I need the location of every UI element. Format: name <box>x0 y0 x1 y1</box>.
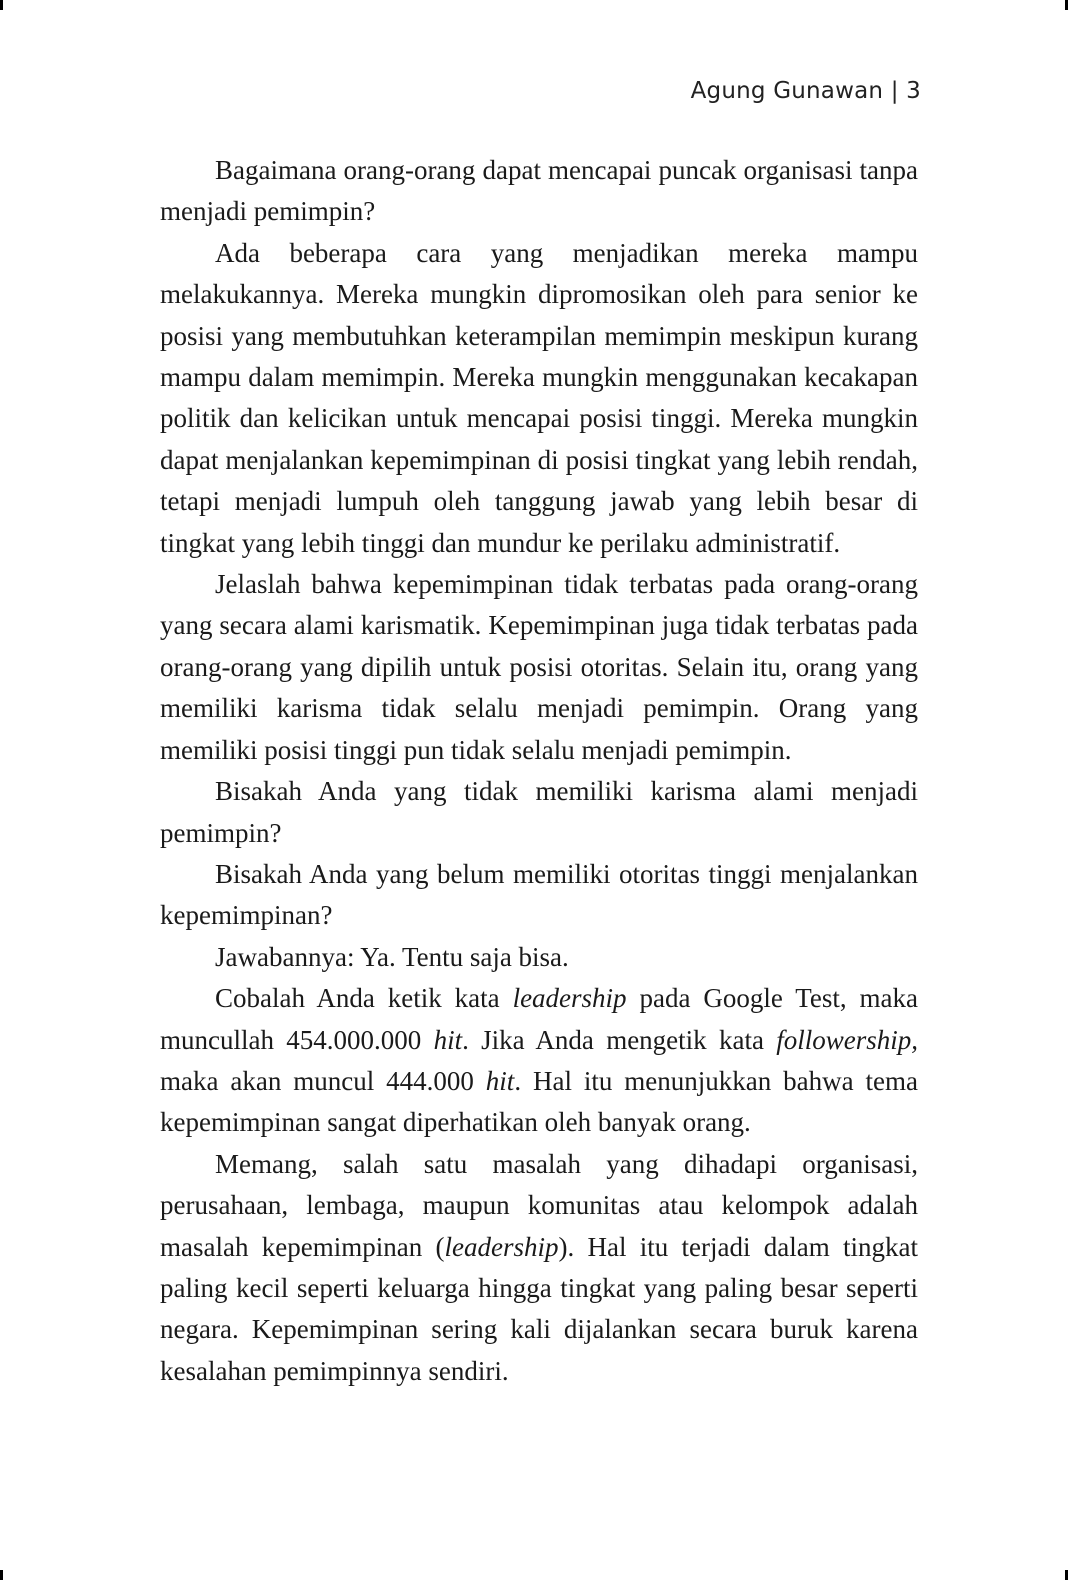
running-header <box>691 78 921 104</box>
text-run: . Hal itu menunjukkan bahwa tema kepemimpinan sangat diperhatikan oleh banyak orang. <box>160 1065 918 1138</box>
paragraph <box>160 937 918 978</box>
text-run: Jawabannya: Ya. Tentu saja bisa. <box>215 941 569 972</box>
paragraph <box>160 150 918 233</box>
text-run: ). Hal itu terjadi dalam tingkat paling kecil seperti keluarga hingga tingkat yang paling besar seperti negara. Kepemimpinan sering kali dijalankan secara buruk karena kesalahan pemimpinnya sendiri. <box>160 1231 918 1386</box>
italic-term: hit <box>433 1024 463 1055</box>
header-author: Agung Gunawan <box>690 78 884 104</box>
text-run: Bisakah Anda yang tidak memiliki karisma alami menjadi pemimpin? <box>160 776 918 848</box>
paragraph <box>160 978 918 1144</box>
text-run: Ada beberapa cara yang menjadikan mereka mampu melakukannya. Mereka mungkin dipromosikan oleh para senior ke posisi yang membutuhkan keterampilan memimpin meskipun kurang mampu dalam memimpin. Mereka mungkin menggunakan kecakapan politik dan kelicikan untuk mencapai posisi tinggi. Mereka mungkin dapat menjalankan kepemimpinan di posisi tingkat yang lebih rendah, tetapi menjadi lumpuh oleh tanggung jawab yang lebih besar di tingkat yang lebih tinggi dan mundur ke perilaku administratif. <box>160 237 918 558</box>
italic-term: leadership <box>512 983 627 1014</box>
crop-mark-top-left <box>0 0 3 10</box>
paragraph <box>160 233 918 564</box>
italic-term: hit <box>485 1065 515 1096</box>
text-run: maka akan muncul 444.000 <box>160 1065 486 1096</box>
paragraph <box>160 854 918 937</box>
page-number: 3 <box>906 78 921 104</box>
crop-mark-bottom-left <box>0 1570 3 1580</box>
italic-term: leadership <box>444 1231 559 1262</box>
paragraph <box>160 771 918 854</box>
text-run: Bagaimana orang-orang dapat mencapai puncak organisasi tanpa menjadi pemimpin? <box>160 155 918 227</box>
paragraph <box>160 1144 918 1392</box>
header-separator: | <box>890 78 899 104</box>
text-run: . Jika Anda mengetik kata <box>462 1024 777 1055</box>
paragraph <box>160 564 918 771</box>
italic-term: followership, <box>776 1024 918 1055</box>
text-run: Cobalah Anda ketik kata <box>215 983 513 1014</box>
text-run: Jelaslah bahwa kepemimpinan tidak terbatas pada orang-orang yang secara alami karismatik. Kepemimpinan juga tidak terbatas pada orang-orang yang dipilih untuk posisi otoritas. Selain itu, orang yang memiliki karisma tidak selalu menjadi pemimpin. Orang yang memiliki posisi tinggi pun tidak selalu menjadi pemimpin. <box>160 569 918 765</box>
text-run: pada Google Test, maka muncullah 454.000.000 <box>160 983 918 1055</box>
text-run: Bisakah Anda yang belum memiliki otoritas tinggi menjalankan kepemimpinan? <box>160 858 918 931</box>
body-text <box>160 150 918 1392</box>
text-run: Memang, salah satu masalah yang dihadapi organisasi, perusahaan, lembaga, maupun komunitas atau kelompok adalah masalah kepemimpinan ( <box>160 1148 918 1262</box>
